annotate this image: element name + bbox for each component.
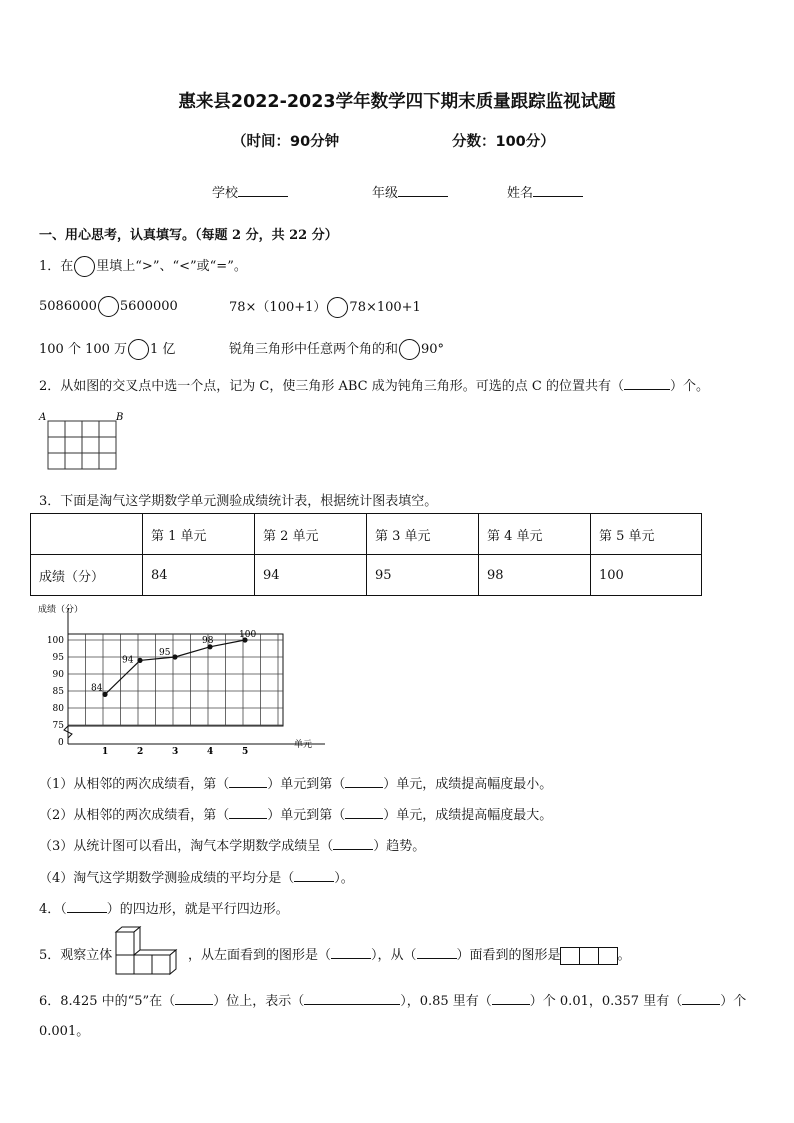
- y-tick-label: 85: [52, 687, 64, 697]
- compare-circle[interactable]: [98, 296, 119, 317]
- page-title: 惠来县2022-2023学年数学四下期末质量跟踪监视试题: [178, 92, 616, 112]
- section-heading: 一、用心思考，认真填写。（每题 2 分，共 22 分）: [39, 228, 338, 243]
- table-header-row: [31, 514, 702, 555]
- q1-item-4: 锐角三角形中任意两个角的和 90°: [229, 338, 444, 360]
- answer-blank[interactable]: [345, 808, 383, 819]
- name-field: 姓名: [507, 182, 583, 201]
- answer-blank[interactable]: [345, 777, 383, 788]
- x-tick-label: 4: [207, 747, 214, 757]
- table-cell: 成绩（分）: [31, 555, 143, 596]
- data-label: 84: [91, 683, 103, 694]
- x-axis-label: 单元: [294, 740, 313, 750]
- answer-blank[interactable]: [294, 871, 334, 882]
- q1-item-1: 5086000 5600000: [39, 296, 178, 317]
- series-line: [105, 640, 245, 694]
- data-label: 98: [202, 635, 214, 646]
- data-point: [137, 658, 142, 663]
- grid-lines: [48, 421, 116, 469]
- table-header-cell: [31, 514, 143, 555]
- q3-sub-2: （2）从相邻的两次成绩看，第（ ）单元到第（ ）单元，成绩提高幅度最大。: [39, 808, 553, 823]
- answer-blank[interactable]: [229, 777, 267, 788]
- answer-blank[interactable]: [492, 994, 530, 1005]
- question-5: 5．观察立体: [39, 948, 113, 963]
- three-square-figure: [561, 947, 618, 965]
- question-3: 3．下面是淘气这学期数学单元测验成绩统计表，根据统计图表填空。: [39, 494, 438, 509]
- data-label: 94: [122, 655, 134, 666]
- question-1: 1．在 里填上“>”、“<”或“=”。: [39, 255, 247, 277]
- x-tick-label: 5: [242, 747, 249, 757]
- table-cell: 100: [591, 555, 702, 596]
- y-origin-label: 0: [58, 738, 64, 748]
- data-label: 100: [239, 630, 257, 640]
- x-tick-label: 2: [137, 747, 144, 757]
- q3-sub-4: （4）淘气这学期数学测验成绩的平均分是（ ）。: [39, 871, 354, 886]
- question-2: 2．从如图的交叉点中选一个点，记为 C，使三角形 ABC 成为钝角三角形。可选的点 C 的位置共有（ ）个。: [39, 379, 709, 394]
- data-label: 95: [159, 648, 171, 658]
- point-a-label: A: [39, 412, 47, 423]
- table-cell: 94: [255, 555, 367, 596]
- answer-blank[interactable]: [229, 808, 267, 819]
- school-field: 学校: [212, 182, 288, 201]
- score-line-chart: [30, 600, 330, 760]
- grid-figure: [36, 408, 128, 472]
- table-cell: 98: [479, 555, 591, 596]
- q3-sub-3: （3）从统计图可以看出，淘气本学期数学成绩呈（ ）趋势。: [39, 839, 426, 854]
- y-axis-label: 成绩（分）: [38, 605, 84, 615]
- compare-circle[interactable]: [327, 297, 348, 318]
- x-tick-label: 3: [172, 747, 179, 757]
- y-tick-label: 75: [52, 721, 64, 731]
- question-6-cont: 0.001。: [39, 1024, 90, 1039]
- answer-blank[interactable]: [175, 994, 213, 1005]
- y-tick-label: 90: [52, 670, 64, 680]
- answer-blank[interactable]: [304, 994, 400, 1005]
- question-4: 4．（ ）的四边形，就是平行四边形。: [39, 902, 289, 917]
- score-table: [30, 513, 702, 596]
- y-tick-label: 100: [46, 636, 64, 646]
- point-b-label: B: [116, 412, 124, 423]
- q1-item-3: 100 个 100 万 1 亿: [39, 338, 175, 360]
- table-header-cell: 第 2 单元: [255, 514, 367, 555]
- q1-item-2: 78×（100+1） 78×100+1: [229, 296, 421, 318]
- table-header-cell: 第 1 单元: [143, 514, 255, 555]
- exam-time: （时间：90分钟: [232, 134, 340, 150]
- data-point: [172, 654, 177, 659]
- answer-blank[interactable]: [682, 994, 720, 1005]
- compare-circle[interactable]: [128, 339, 149, 360]
- data-point: [102, 692, 107, 697]
- solid-cubes-figure: [114, 926, 186, 976]
- compare-circle: [74, 256, 95, 277]
- answer-blank[interactable]: [417, 948, 457, 959]
- question-6: 6．8.425 中的“5”在（ ）位上，表示（ ），0.85 里有（ ）个 0.01，0.357 里有（ ）个: [39, 994, 747, 1009]
- table-header-cell: 第 4 单元: [479, 514, 591, 555]
- answer-blank[interactable]: [333, 839, 373, 850]
- q3-sub-1: （1）从相邻的两次成绩看，第（ ）单元到第（ ）单元，成绩提高幅度最小。: [39, 777, 553, 792]
- y-tick-label: 95: [52, 653, 64, 663]
- answer-blank[interactable]: [67, 902, 107, 913]
- table-header-cell: 第 5 单元: [591, 514, 702, 555]
- table-row: [31, 555, 702, 596]
- table-cell: 84: [143, 555, 255, 596]
- table-cell: 95: [367, 555, 479, 596]
- answer-blank[interactable]: [624, 379, 670, 390]
- answer-blank[interactable]: [331, 948, 371, 959]
- question-5-rest: ，从左面看到的图形是（ ），从（ ）面看到的图形是 。: [188, 948, 631, 963]
- plot-frame: [68, 634, 283, 726]
- y-tick-label: 80: [52, 704, 64, 714]
- exam-score: 分数：100分）: [452, 134, 555, 150]
- compare-circle[interactable]: [399, 339, 420, 360]
- table-header-cell: 第 3 单元: [367, 514, 479, 555]
- grade-field: 年级: [372, 182, 448, 201]
- x-tick-label: 1: [102, 747, 109, 757]
